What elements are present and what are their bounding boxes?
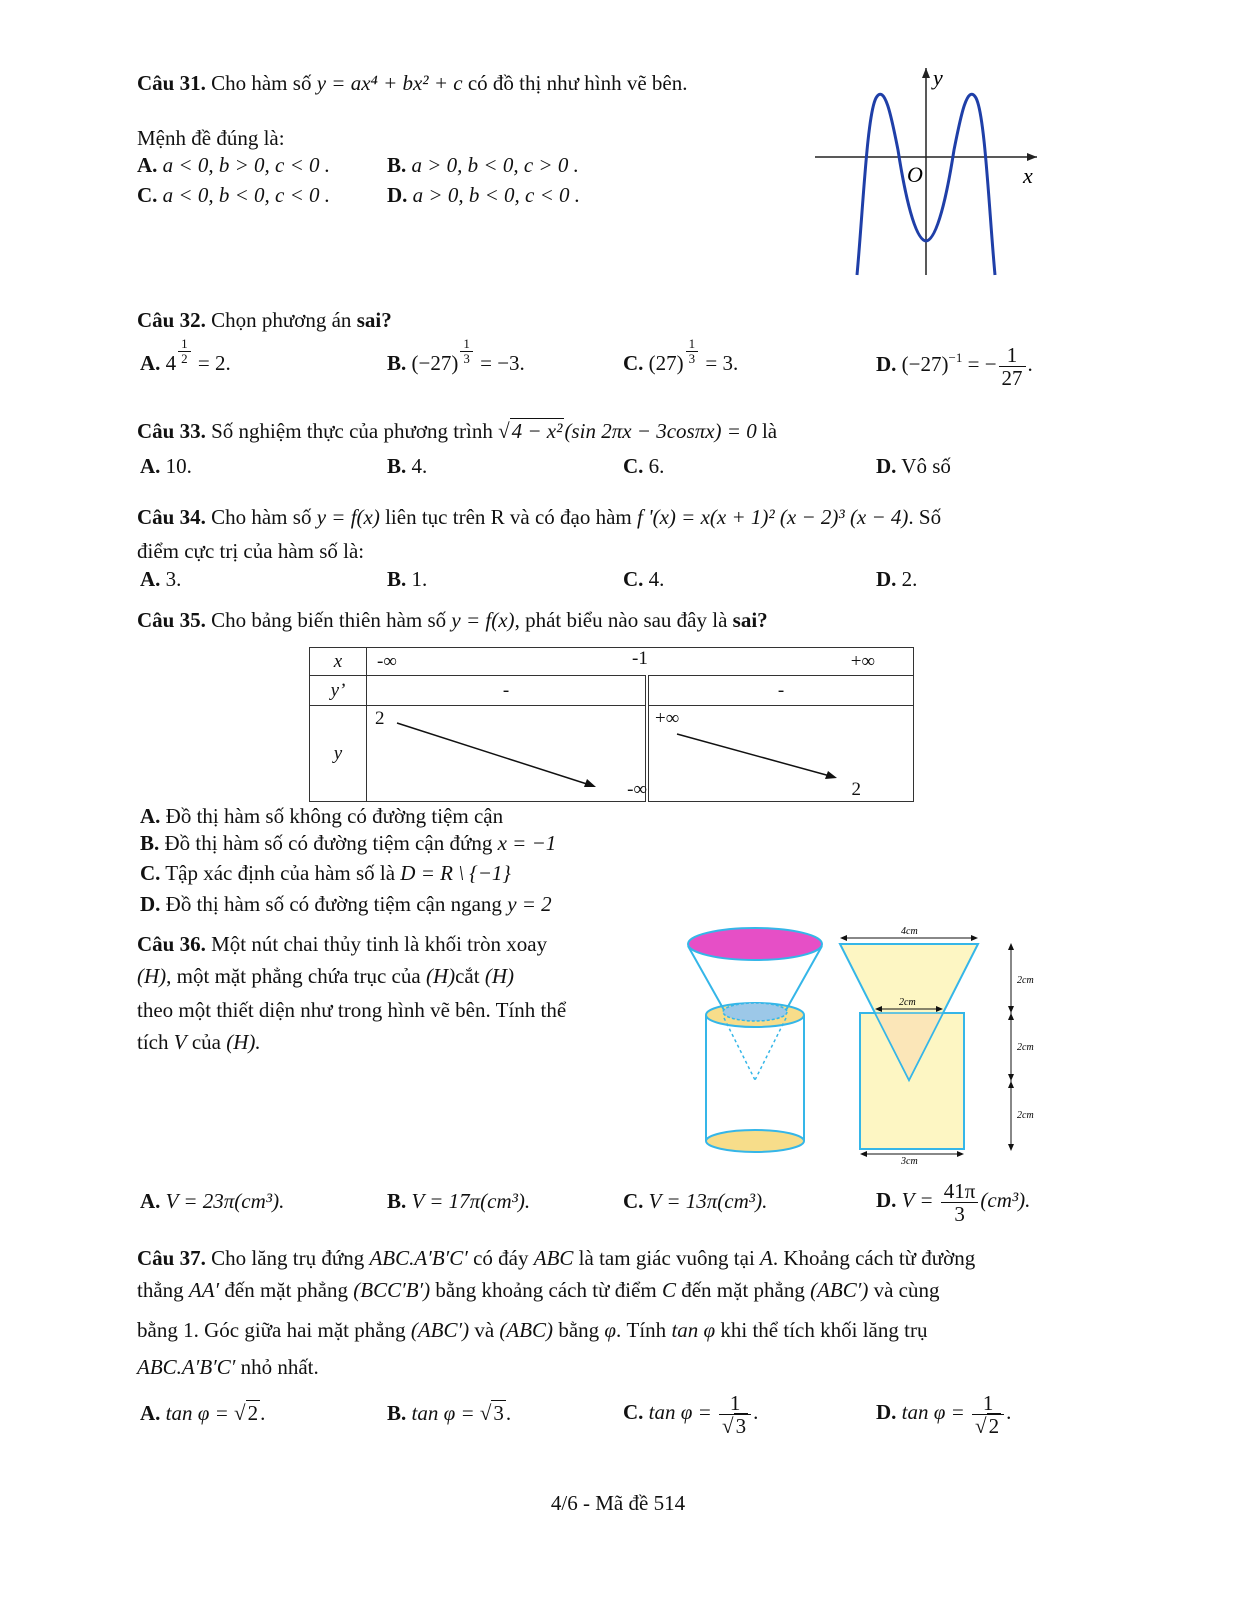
q32-stem: Câu 32. Chọn phương án sai?	[137, 308, 392, 332]
label-height-3: 2cm	[1017, 1110, 1034, 1121]
q35-stem: Câu 35. Cho bảng biến thiên hàm số y = f(x), phát biểu nào sau đây là sai?	[137, 608, 768, 632]
q32-option-d[interactable]: D. $(-27)^{-1}$ = − $\frac{1}{27}$ .	[876, 342, 1033, 390]
q34-option-b[interactable]: B. 1.	[387, 567, 428, 591]
q36-stopper-3d	[680, 920, 830, 1165]
label-mid-width: 2cm	[899, 997, 916, 1008]
q35-option-d[interactable]: D. Đồ thị hàm số có đường tiệm cận ngang y = 2	[140, 892, 552, 916]
q31-option-a[interactable]: A. a < 0, b > 0, c < 0 .	[137, 153, 331, 177]
q33-option-a[interactable]: A. 10.	[140, 454, 192, 478]
cylinder-bottom	[706, 1130, 804, 1152]
q31-label: Câu 31.	[137, 71, 206, 95]
q37-option-d[interactable]: D. tan φ = $\frac{1}{√2}$ .	[876, 1390, 1012, 1438]
table-y-left: 2 -∞	[367, 706, 648, 802]
cone-top	[688, 928, 822, 960]
q32-option-a[interactable]: A. 4 $\frac{1}{2}$ = 2.	[140, 335, 231, 375]
q35-option-b[interactable]: B. Đồ thị hàm số có đường tiệm cận đứng x = −1	[140, 831, 557, 855]
q36-option-b[interactable]: B. V = 17π(cm³).	[387, 1189, 531, 1213]
arrow-right	[677, 734, 830, 776]
table-x-header: x	[310, 648, 367, 676]
q37-option-b[interactable]: B. tan φ = √3.	[387, 1401, 512, 1425]
y-axis-label: y	[933, 65, 943, 90]
q34-stem: Câu 34. Cho hàm số y = f(x) liên tục trên R và có đạo hàm f '(x) = x(x + 1)² (x − 2)³ (x − 4). Số	[137, 505, 942, 529]
q31-stem: Câu 31. Cho hàm số y = ax⁴ + bx² + c có đồ thị như hình vẽ bên.	[137, 71, 688, 95]
table-sign-right: -	[647, 676, 914, 706]
q34-option-a[interactable]: A. 3.	[140, 567, 182, 591]
q32-option-c[interactable]: C. (27) $\frac{1}{3}$ = 3.	[623, 335, 739, 375]
q36-stem-line3: theo một thiết diện như trong hình vẽ bên. Tính thể	[137, 998, 567, 1022]
q36-cross-section	[835, 920, 1055, 1165]
q32-option-b[interactable]: B. (−27) $\frac{1}{3}$ = −3.	[387, 335, 525, 375]
q33-stem: Câu 33. Số nghiệm thực của phương trình √4 − x²(sin 2πx − 3cosπx) = 0 là	[137, 419, 778, 443]
q36-stem-line4: tích V của (H).	[137, 1030, 261, 1054]
q37-stem-line1: Câu 37. Cho lăng trụ đứng ABC.A′B′C′ có đáy ABC là tam giác vuông tại A. Khoảng cách từ đường	[137, 1246, 976, 1270]
q36-stem-line1: Câu 36. Một nút chai thủy tinh là khối tròn xoay	[137, 932, 548, 956]
q37-stem-line4: ABC.A′B′C′ nhỏ nhất.	[137, 1355, 319, 1379]
table-y-right: +∞ 2	[647, 706, 914, 802]
table-arrows	[390, 715, 850, 795]
arrow-left	[397, 723, 590, 785]
q36-stem-line2: (H), một mặt phẳng chứa trục của (H)cắt (H)	[137, 964, 514, 988]
q31-option-d[interactable]: D. a > 0, b < 0, c < 0 .	[387, 183, 581, 207]
q34-option-d[interactable]: D. 2.	[876, 567, 918, 591]
x-axis-label: x	[1023, 163, 1033, 188]
q33-option-b[interactable]: B. 4.	[387, 454, 428, 478]
label-height-1: 2cm	[1017, 975, 1034, 986]
q31-option-c[interactable]: C. a < 0, b < 0, c < 0 .	[137, 183, 331, 207]
page-footer: 4/6 - Mã đề 514	[550, 1491, 686, 1515]
label-top-width: 4cm	[901, 926, 918, 937]
label-bottom-width: 3cm	[901, 1156, 918, 1165]
q35-option-a[interactable]: A. Đồ thị hàm số không có đường tiệm cận	[140, 804, 504, 828]
q36-option-d[interactable]: D. V = $\frac{41\pi}{3}$ (cm³).	[876, 1178, 1031, 1226]
label-height-2: 2cm	[1017, 1042, 1034, 1053]
table-y-header: y	[310, 706, 367, 802]
q37-stem-line3: bằng 1. Góc giữa hai mặt phẳng (ABC′) và (ABC) bằng φ. Tính tan φ khi thể tích khối lăng trụ	[137, 1318, 928, 1342]
q35-option-c[interactable]: C. Tập xác định của hàm số là D = R \ {−1}	[140, 861, 511, 885]
table-x-row: -∞ -1 +∞	[367, 648, 914, 676]
q34-option-c[interactable]: C. 4.	[623, 567, 665, 591]
q37-option-a[interactable]: A. tan φ = √2.	[140, 1401, 266, 1425]
q37-stem-line2: thẳng AA′ đến mặt phẳng (BCC′B′) bằng khoảng cách từ điểm C đến mặt phẳng (ABC′) và cùng	[137, 1278, 940, 1302]
q36-option-c[interactable]: C. V = 13π(cm³).	[623, 1189, 768, 1213]
origin-label: O	[907, 162, 923, 187]
q31-prompt: Mệnh đề đúng là:	[137, 126, 285, 150]
q36-option-a[interactable]: A. V = 23π(cm³).	[140, 1189, 285, 1213]
q31-formula: y = ax⁴ + bx² + c	[316, 71, 463, 95]
q37-option-c[interactable]: C. tan φ = $\frac{1}{√3}$ .	[623, 1390, 759, 1438]
table-sign-left: -	[367, 676, 648, 706]
table-yprime-header: y’	[310, 676, 367, 706]
q31-graph	[815, 60, 1045, 280]
q33-option-c[interactable]: C. 6.	[623, 454, 665, 478]
q33-option-d[interactable]: D. Vô số	[876, 454, 951, 478]
q31-option-b[interactable]: B. a > 0, b < 0, c > 0 .	[387, 153, 579, 177]
q34-stem-line2: điểm cực trị của hàm số là:	[137, 539, 365, 563]
